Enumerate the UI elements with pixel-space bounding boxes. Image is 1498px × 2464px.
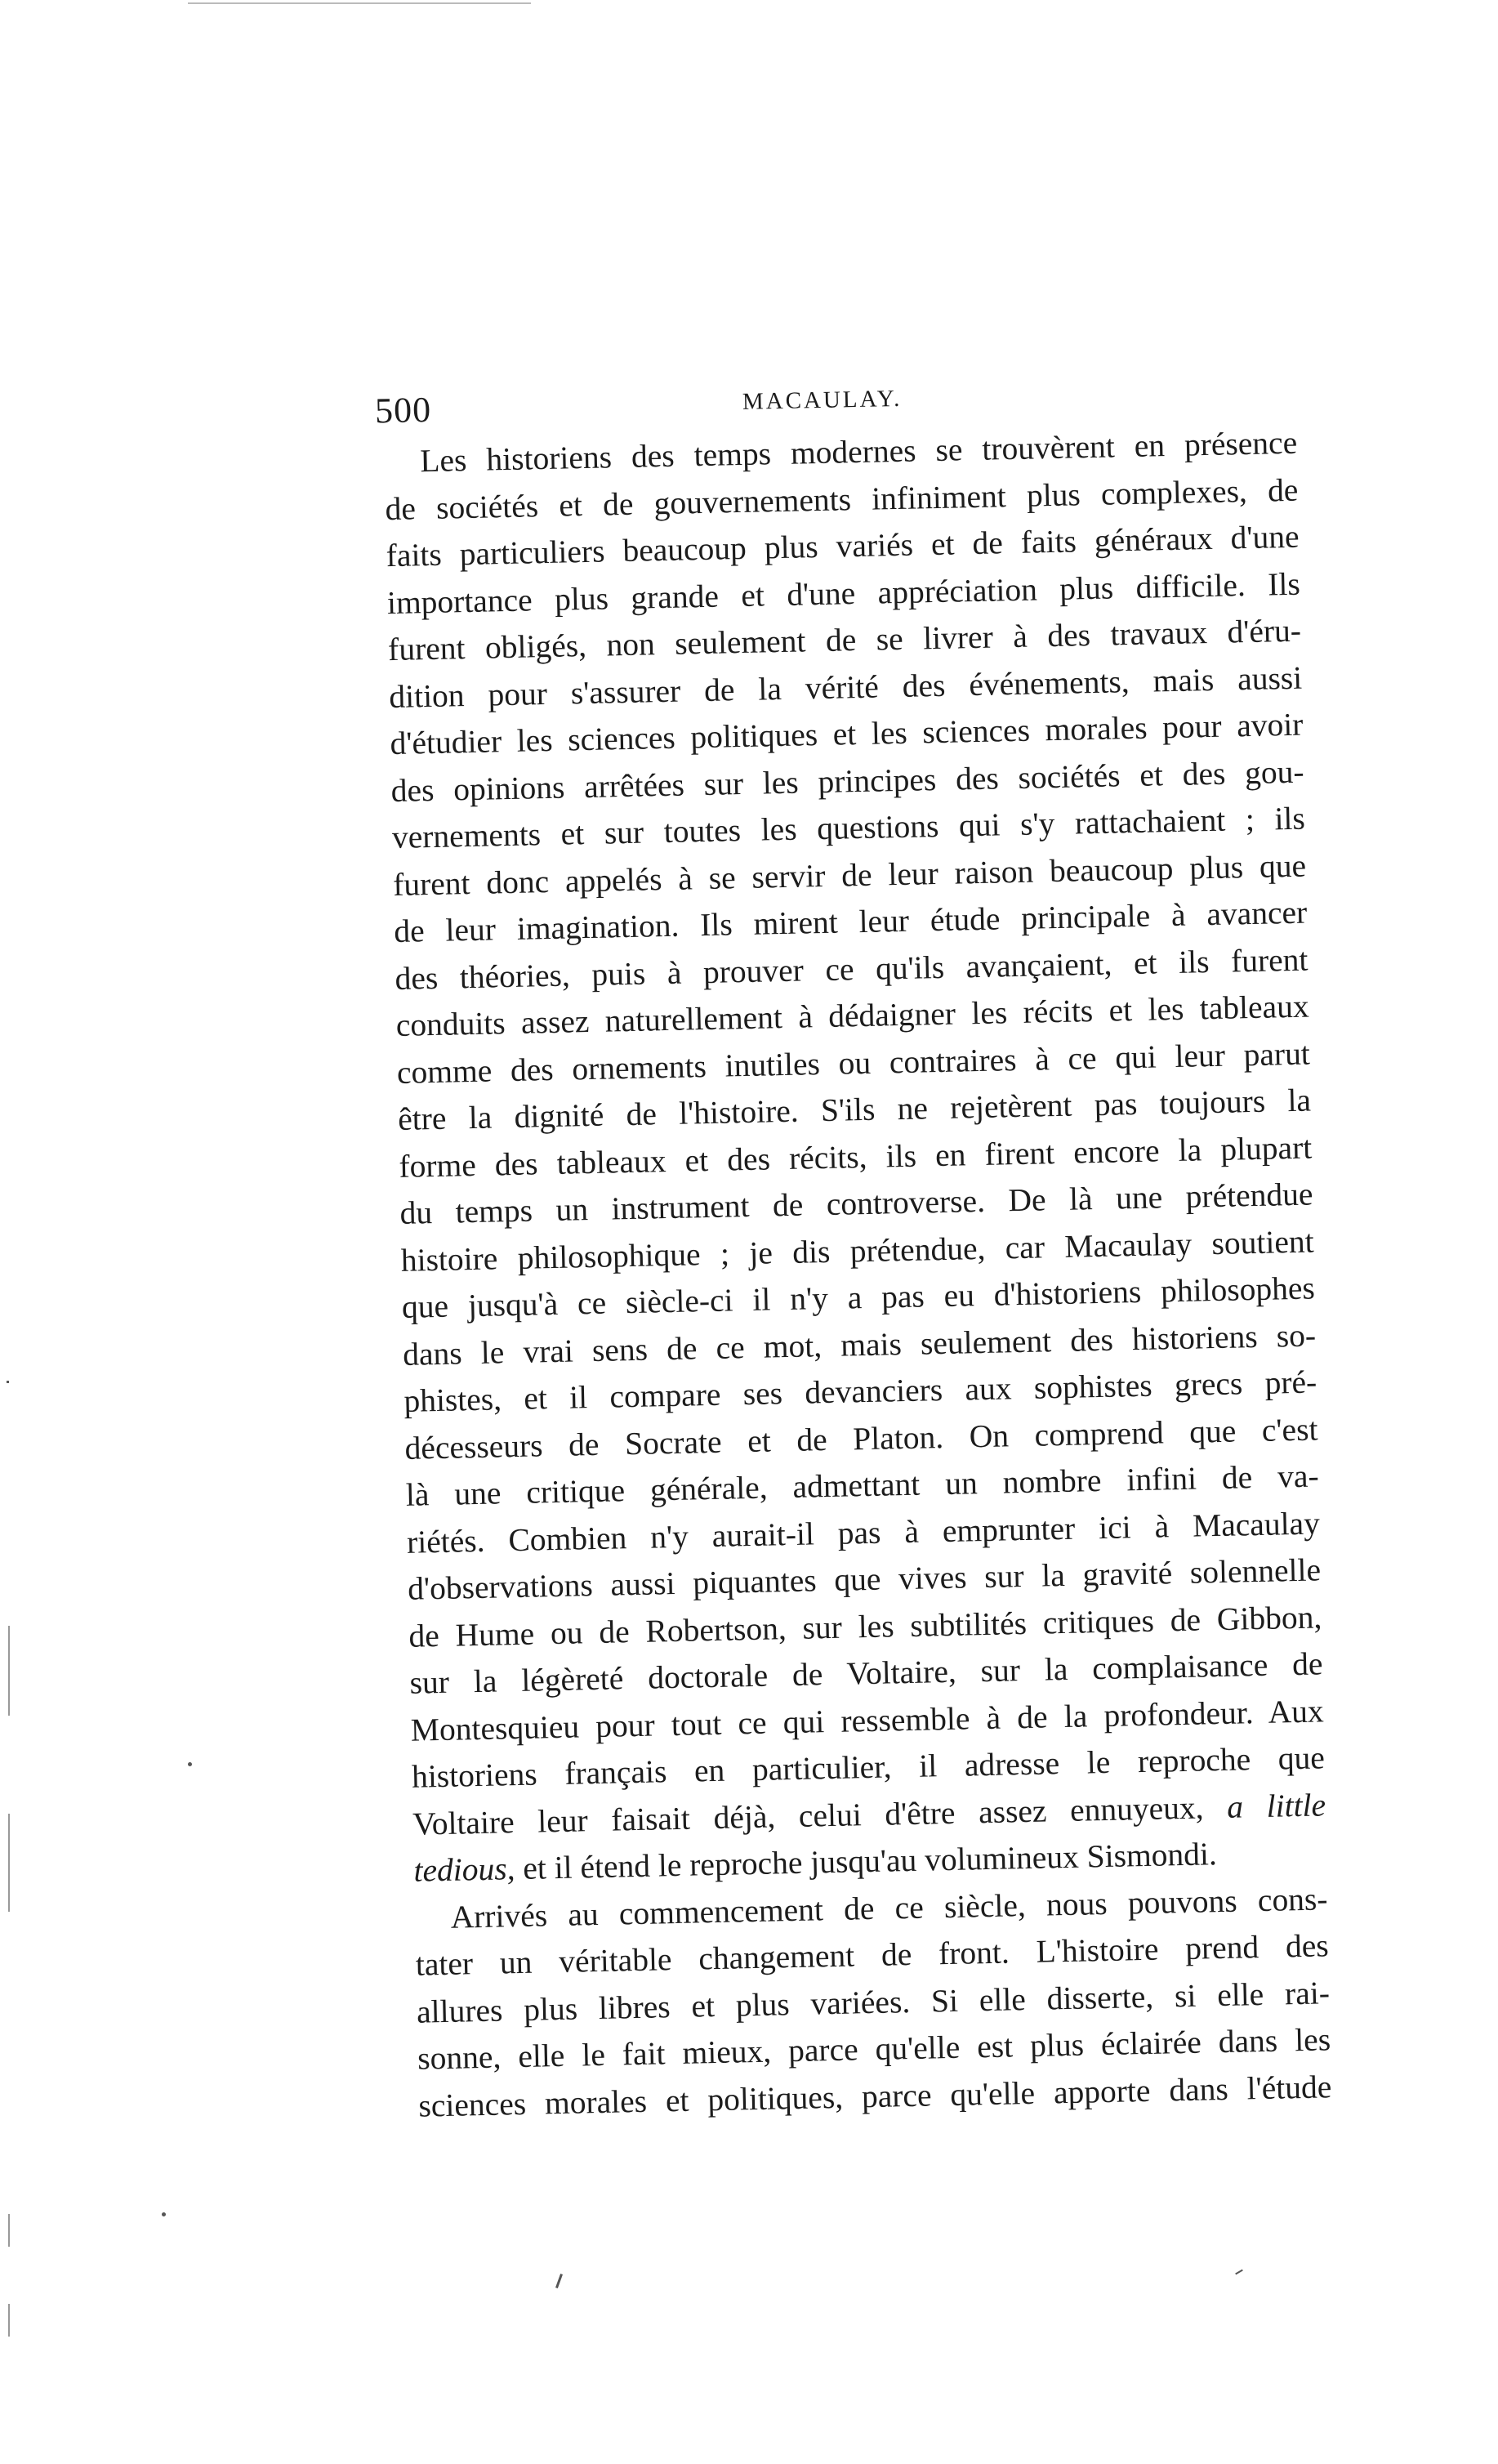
text-line: faits particuliers beaucoup plus variés et de faits généraux d'une: [386, 518, 1300, 574]
text-line: forme des tableaux et des récits, ils en firent encore la plupart: [398, 1129, 1313, 1185]
text-line: furent donc appelés à se servir de leur raison beaucoup plus que: [392, 847, 1307, 903]
scan-speck: [188, 1762, 192, 1766]
text-line: du temps un instrument de controverse. De là une prétendue: [399, 1176, 1313, 1231]
text-line: des opinions arrêtées sur les principes des sociétés et des gou-: [390, 753, 1304, 809]
text-line: dition pour s'assurer de la vérité des événements, mais aussi: [388, 659, 1303, 715]
text-line: tater un véritable changement de front. L'histoire prend des: [415, 1927, 1330, 1983]
text-line: sciences morales et politiques, parce qu'elle apporte dans l'étude: [418, 2068, 1332, 2124]
text-line: dans le vrai sens de ce mot, mais seulement des historiens so-: [402, 1316, 1317, 1373]
text-line: sonne, elle le fait mieux, parce qu'elle est plus éclairée dans les: [417, 2021, 1331, 2077]
text-line: des théories, puis à prouver ce qu'ils avançaient, et ils furent: [395, 941, 1309, 997]
text-line: importance plus grande et d'une appréciation plus difficile. Ils: [386, 565, 1301, 621]
text-line: sur la légèreté doctorale de Voltaire, sur la complaisance de: [409, 1645, 1323, 1701]
running-head: MACAULAY.: [742, 385, 903, 415]
body-text: [384, 420, 1332, 2130]
text-line: comme des ornements inutiles ou contraires à ce qui leur parut: [396, 1035, 1311, 1091]
text-line: riétés. Combien n'y aurait-il pas à emprunter ici à Macaulay: [406, 1504, 1321, 1560]
scan-speck: [8, 2214, 10, 2247]
text-line: de leur imagination. Ils mirent leur étude principale à avancer: [393, 894, 1308, 949]
page-number: 500: [374, 389, 432, 431]
text-line: furent obligés, non seulement de se livrer à des travaux d'éru-: [387, 612, 1302, 668]
text-line: de sociétés et de gouvernements infiniment plus complexes, de: [385, 471, 1299, 527]
scan-speck: [8, 2304, 10, 2337]
text-run: et il étend le reproche jusqu'au volumineux Sismondi.: [522, 1836, 1218, 1886]
english-phrase: a little: [1226, 1786, 1326, 1825]
text-line: phistes, et il compare ses devanciers aux sophistes grecs pré-: [403, 1364, 1317, 1419]
text-line: là une critique générale, admettant un nombre infini de va-: [405, 1457, 1320, 1513]
text-line: décesseurs de Socrate et de Platon. On comprend que c'est: [404, 1410, 1318, 1466]
text-line: être la dignité de l'histoire. S'ils ne rejetèrent pas toujours la: [397, 1082, 1312, 1137]
scan-speck: [162, 2212, 166, 2216]
text-line: d'observations aussi piquantes que vives sur la gravité solennelle: [407, 1551, 1322, 1607]
scan-speck: [7, 1381, 9, 1383]
scan-speck: [8, 1814, 10, 1912]
text-line: Arrivés au commencement de ce siècle, nous pouvons cons-: [450, 1880, 1328, 1935]
text-line: que jusqu'à ce siècle-ci il n'y a pas eu d'historiens philosophes: [401, 1270, 1316, 1325]
text-run: Voltaire leur faisait déjà, celui d'être assez ennuyeux,: [412, 1788, 1204, 1842]
text-line: Les historiens des temps modernes se trouvèrent en présence: [419, 424, 1298, 480]
english-phrase: tedious,: [413, 1850, 515, 1889]
text-line: de Hume ou de Robertson, sur les subtilités critiques de Gibbon,: [408, 1598, 1322, 1654]
text-line: d'étudier les sciences politiques et les sciences morales pour avoir: [390, 706, 1304, 762]
scan-speck: [188, 2, 531, 4]
text-line: historiens français en particulier, il adresse le reproche que: [411, 1739, 1326, 1795]
text-line: Montesquieu pour tout ce qui ressemble à de la profondeur. Aux: [410, 1692, 1325, 1748]
text-line: histoire philosophique ; je dis prétendue, car Macaulay soutient: [400, 1222, 1315, 1279]
text-line: allures plus libres et plus variées. Si elle disserte, si elle rai-: [416, 1974, 1331, 2030]
text-line: vernements et sur toutes les questions qui s'y rattachaient ; ils: [391, 800, 1306, 856]
text-line: conduits assez naturellement à dédaigner les récits et les tableaux: [395, 988, 1310, 1043]
scan-speck: [8, 1626, 10, 1716]
